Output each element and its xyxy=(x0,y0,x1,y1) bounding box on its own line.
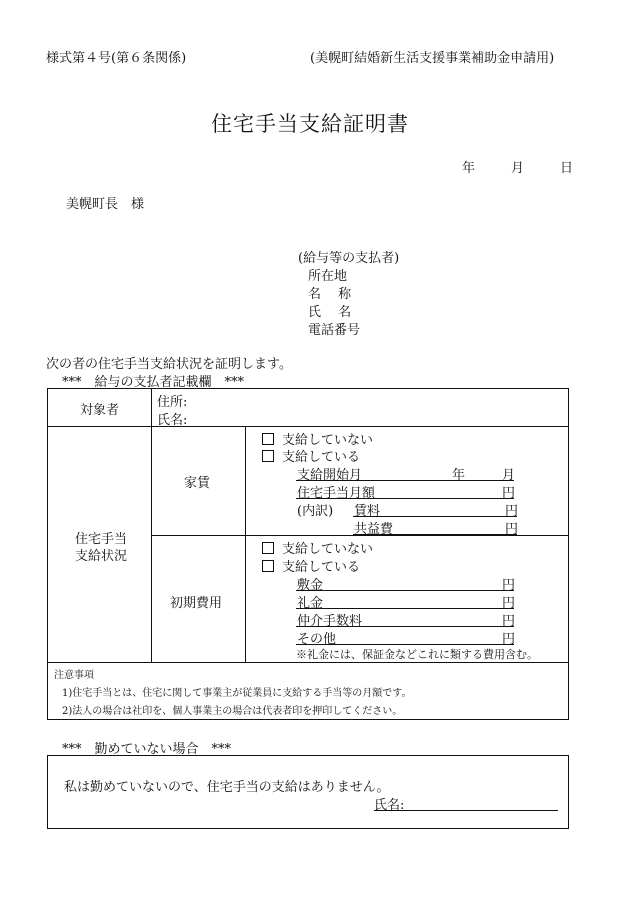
other-cost-field[interactable] xyxy=(296,644,514,645)
table-divider xyxy=(47,426,569,427)
table-divider xyxy=(245,535,569,536)
other-cost-yen: 円 xyxy=(502,632,516,647)
deposit-yen: 円 xyxy=(502,578,516,593)
agent-fee-label: 仲介手数料 xyxy=(297,614,363,629)
rent-monthly-label: 住宅手当月額 xyxy=(297,486,376,501)
payer-address-label: 所在地 xyxy=(308,269,348,284)
note-2: 2)法人の場合は社印を、個人事業主の場合は代表者印を押印してください。 xyxy=(62,706,403,717)
unemployed-name-label: 氏名: xyxy=(374,798,405,813)
target-name-label: 氏名: xyxy=(157,413,188,428)
initial-cost-note: ※礼金には、保証金などこれに類する費用含む。 xyxy=(296,648,538,661)
target-address-label: 住所: xyxy=(157,395,188,410)
rent-monthly-yen: 円 xyxy=(502,486,516,501)
initial-not-paid-option[interactable] xyxy=(262,538,373,557)
common-fee-label: 共益費 xyxy=(354,522,394,537)
rent-start-month-label: 支給開始月 xyxy=(297,468,363,483)
rent-fee-yen: 円 xyxy=(505,504,519,519)
addressee: 美幌町長 様 xyxy=(66,197,145,212)
initial-not-paid-text: 支給していない xyxy=(282,542,374,557)
rent-start-year-unit: 年 xyxy=(452,468,466,483)
checkbox-icon[interactable] xyxy=(262,560,274,572)
form-purpose: (美幌町結婚新生活支援事業補助金申請用) xyxy=(310,51,555,66)
table-divider xyxy=(245,426,246,662)
rent-start-month-field[interactable] xyxy=(296,480,514,481)
target-label: 対象者 xyxy=(80,403,120,418)
key-money-field[interactable] xyxy=(296,608,514,609)
status-label-2: 支給状況 xyxy=(75,549,128,564)
table-divider xyxy=(47,662,569,663)
date-month: 月 xyxy=(511,161,525,176)
payer-person-label: 氏 名 xyxy=(308,305,352,320)
agent-fee-field[interactable] xyxy=(296,626,514,627)
document-title: 住宅手当支給証明書 xyxy=(211,112,409,136)
initial-cost-label: 初期費用 xyxy=(170,596,223,611)
key-money-label: 礼金 xyxy=(297,596,324,611)
table-divider xyxy=(151,388,152,662)
payer-heading: (給与等の支払者) xyxy=(298,251,400,266)
notes-title: 注意事項 xyxy=(54,670,94,681)
payer-phone-label: 電話番号 xyxy=(308,323,361,338)
rent-fee-label: 賃料 xyxy=(354,504,381,519)
form-number: 様式第４号(第６条関係) xyxy=(46,51,187,66)
date-year: 年 xyxy=(462,161,476,176)
rent-paid-option[interactable] xyxy=(262,446,360,465)
common-fee-yen: 円 xyxy=(505,522,519,537)
table-divider xyxy=(151,535,245,536)
key-money-yen: 円 xyxy=(502,596,516,611)
note-1: 1)住宅手当とは、住宅に関して事業主が従業員に支給する手当等の月額です。 xyxy=(62,688,412,699)
checkbox-icon[interactable] xyxy=(262,450,274,462)
rent-breakdown-label: (内訳) xyxy=(297,504,334,519)
rent-monthly-field[interactable] xyxy=(296,498,514,499)
checkbox-icon[interactable] xyxy=(262,433,274,445)
payer-name-label: 名 称 xyxy=(308,287,352,302)
initial-paid-text: 支給している xyxy=(282,560,361,575)
deposit-field[interactable] xyxy=(296,590,514,591)
agent-fee-yen: 円 xyxy=(502,614,516,629)
rent-paid-text: 支給している xyxy=(282,450,361,465)
rent-label: 家賃 xyxy=(184,476,211,491)
intro-text: 次の者の住宅手当支給状況を証明します。 xyxy=(46,357,292,372)
common-fee-field[interactable] xyxy=(353,534,517,535)
deposit-label: 敷金 xyxy=(297,578,324,593)
unemployed-statement: 私は勤めていないので、住宅手当の支給はありません。 xyxy=(64,780,390,795)
date-day: 日 xyxy=(560,161,574,176)
rent-not-paid-text: 支給していない xyxy=(282,433,374,448)
initial-paid-option[interactable] xyxy=(262,556,360,575)
other-cost-label: その他 xyxy=(297,632,337,647)
section-unemployed-title: *** 勤めていない場合 *** xyxy=(62,742,232,757)
rent-fee-field[interactable] xyxy=(353,516,517,517)
section-payer-title: *** 給与の支払者記載欄 *** xyxy=(62,375,245,390)
rent-start-month-unit: 月 xyxy=(502,468,516,483)
unemployed-name-field[interactable] xyxy=(374,810,558,811)
status-label-1: 住宅手当 xyxy=(75,532,128,547)
checkbox-icon[interactable] xyxy=(262,542,274,554)
